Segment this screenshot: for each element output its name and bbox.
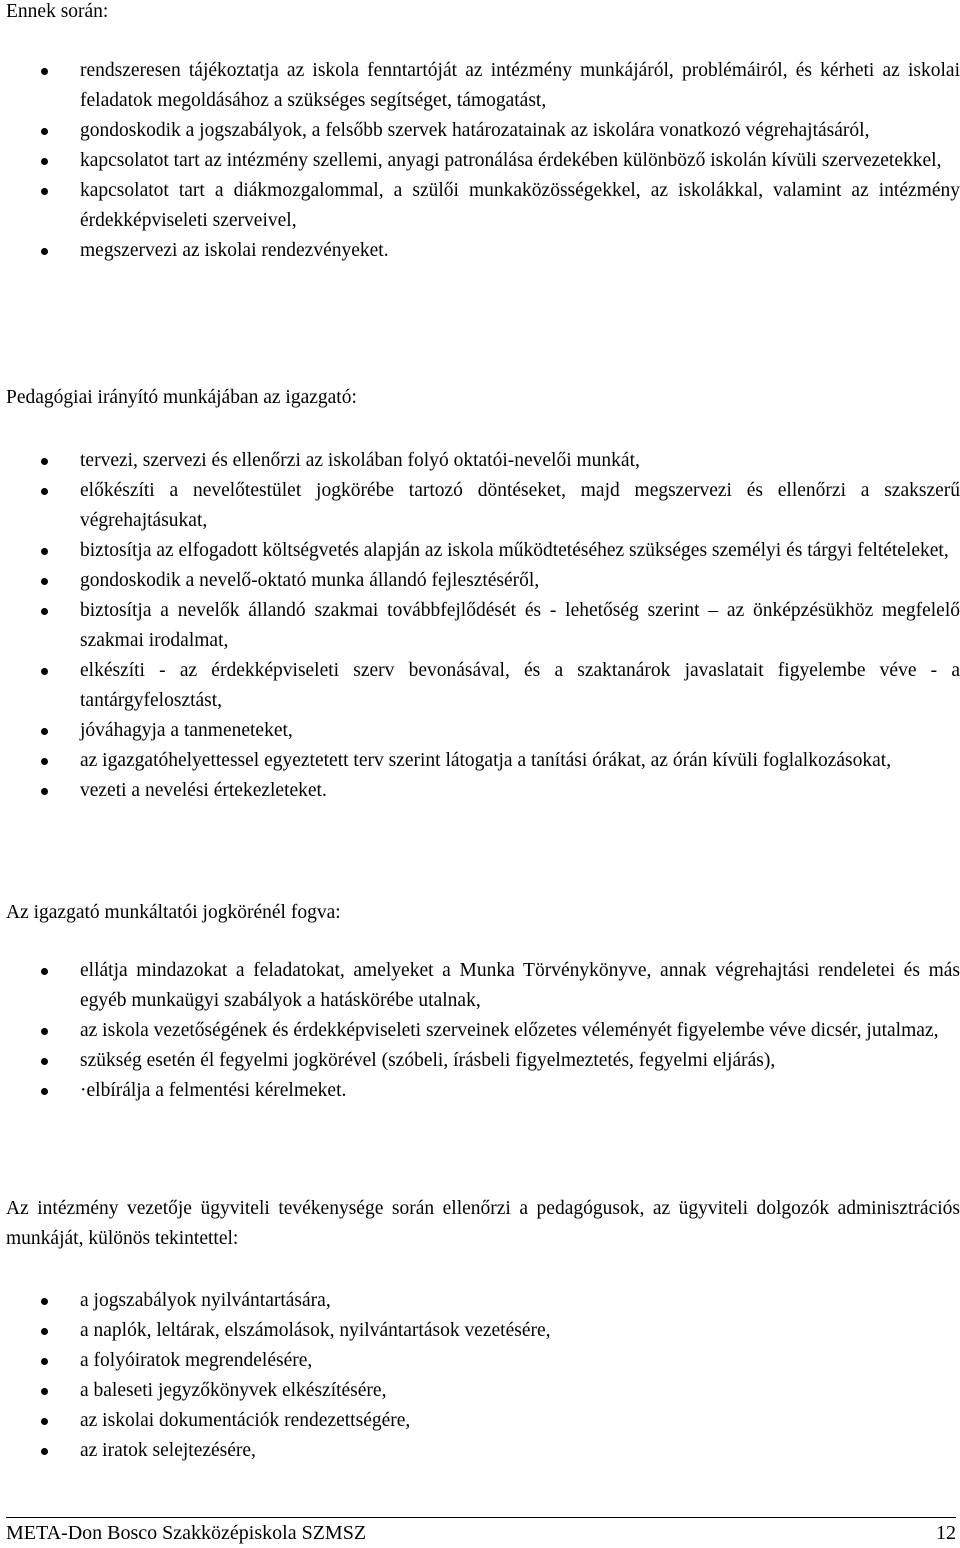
- list-item: a jogszabályok nyilvántartására,: [6, 1286, 960, 1316]
- list-item: tervezi, szervezi és ellenőrzi az iskolában folyó oktatói-nevelői munkát,: [6, 446, 960, 476]
- list-item: biztosítja az elfogadott költségvetés alapján az iskola működtetéséhez szükséges személyi és tárgyi feltételeket,: [6, 536, 960, 566]
- list-item: kapcsolatot tart a diákmozgalommal, a szülői munkaközösségekkel, az iskolákkal, valamint az intézmény érdekképviseleti szerveivel,: [6, 176, 960, 236]
- list-item: vezeti a nevelési értekezleteket.: [6, 776, 960, 806]
- list-item: a baleseti jegyzőkönyvek elkészítésére,: [6, 1376, 960, 1406]
- intro-text: Ennek során:: [6, 1, 109, 22]
- list-item: ·elbírálja a felmentési kérelmeket.: [6, 1076, 960, 1106]
- list-item: az iskola vezetőségének és érdekképviseleti szerveinek előzetes véleményét figyelembe véve dicsér, jutalmaz,: [6, 1016, 960, 1046]
- list-item: biztosítja a nevelők állandó szakmai továbbfejlődését és - lehetőség szerint – az önképzésükhöz megfelelő szakmai irodalmat,: [6, 596, 960, 656]
- list-item: az igazgatóhelyettessel egyeztetett terv szerint látogatja a tanítási órákat, az órán kívüli foglalkozásokat,: [6, 746, 960, 776]
- page-footer: [6, 1517, 956, 1548]
- section-heading-pedagogical: Pedagógiai irányító munkájában az igazgató:: [6, 387, 357, 408]
- list-item: előkészíti a nevelőtestület jogkörébe tartozó döntéseket, majd megszervezi és ellenőrzi a szakszerű végrehajtásukat,: [6, 476, 960, 536]
- list-item: a folyóiratok megrendelésére,: [6, 1346, 960, 1376]
- list-item: szükség esetén él fegyelmi jogkörével (szóbeli, írásbeli figyelmeztetés, fegyelmi eljárás),: [6, 1046, 960, 1076]
- list-item: a naplók, leltárak, elszámolások, nyilvántartások vezetésére,: [6, 1316, 960, 1346]
- footer-school-name: META-Don Bosco Szakközépiskola SZMSZ: [6, 1522, 367, 1544]
- list-item: rendszeresen tájékoztatja az iskola fenntartóját az intézmény munkájáról, problémáiról, és kérheti az iskolai feladatok megoldásához a szükséges segítséget, támogatást,: [6, 56, 960, 116]
- list-contacts: [6, 56, 960, 266]
- list-item: jóváhagyja a tanmeneteket,: [6, 716, 960, 746]
- list-item: elkészíti - az érdekképviseleti szerv bevonásával, és a szaktanárok javaslatait figyelembe véve - a tantárgyfelosztást,: [6, 656, 960, 716]
- list-item: az iratok selejtezésére,: [6, 1436, 960, 1466]
- list-item: ellátja mindazokat a feladatokat, amelyeket a Munka Törvénykönyve, annak végrehajtási rendeletei és más egyéb munkaügyi szabályok a hatáskörébe utalnak,: [6, 956, 960, 1016]
- section-heading-employer: Az igazgató munkáltatói jogkörénél fogva:: [6, 902, 341, 923]
- page-number: 12: [936, 1522, 956, 1544]
- list-item: gondoskodik a nevelő-oktató munka állandó fejlesztéséről,: [6, 566, 960, 596]
- list-item: megszervezi az iskolai rendezvényeket.: [6, 236, 960, 266]
- list-item: gondoskodik a jogszabályok, a felsőbb szervek határozatainak az iskolára vonatkozó végrehajtásáról,: [6, 116, 960, 146]
- list-item: kapcsolatot tart az intézmény szellemi, anyagi patronálása érdekében különböző iskolán kívüli szervezetekkel,: [6, 146, 960, 176]
- list-pedagogical: [6, 446, 960, 806]
- section-heading-administration: Az intézmény vezetője ügyviteli tevékenysége során ellenőrzi a pedagógusok, az ügyviteli dolgozók adminisztrációs munkáját, különös tekintettel:: [6, 1198, 960, 1249]
- list-administration: [6, 1286, 960, 1466]
- list-employer: [6, 956, 960, 1106]
- list-item: az iskolai dokumentációk rendezettségére,: [6, 1406, 960, 1436]
